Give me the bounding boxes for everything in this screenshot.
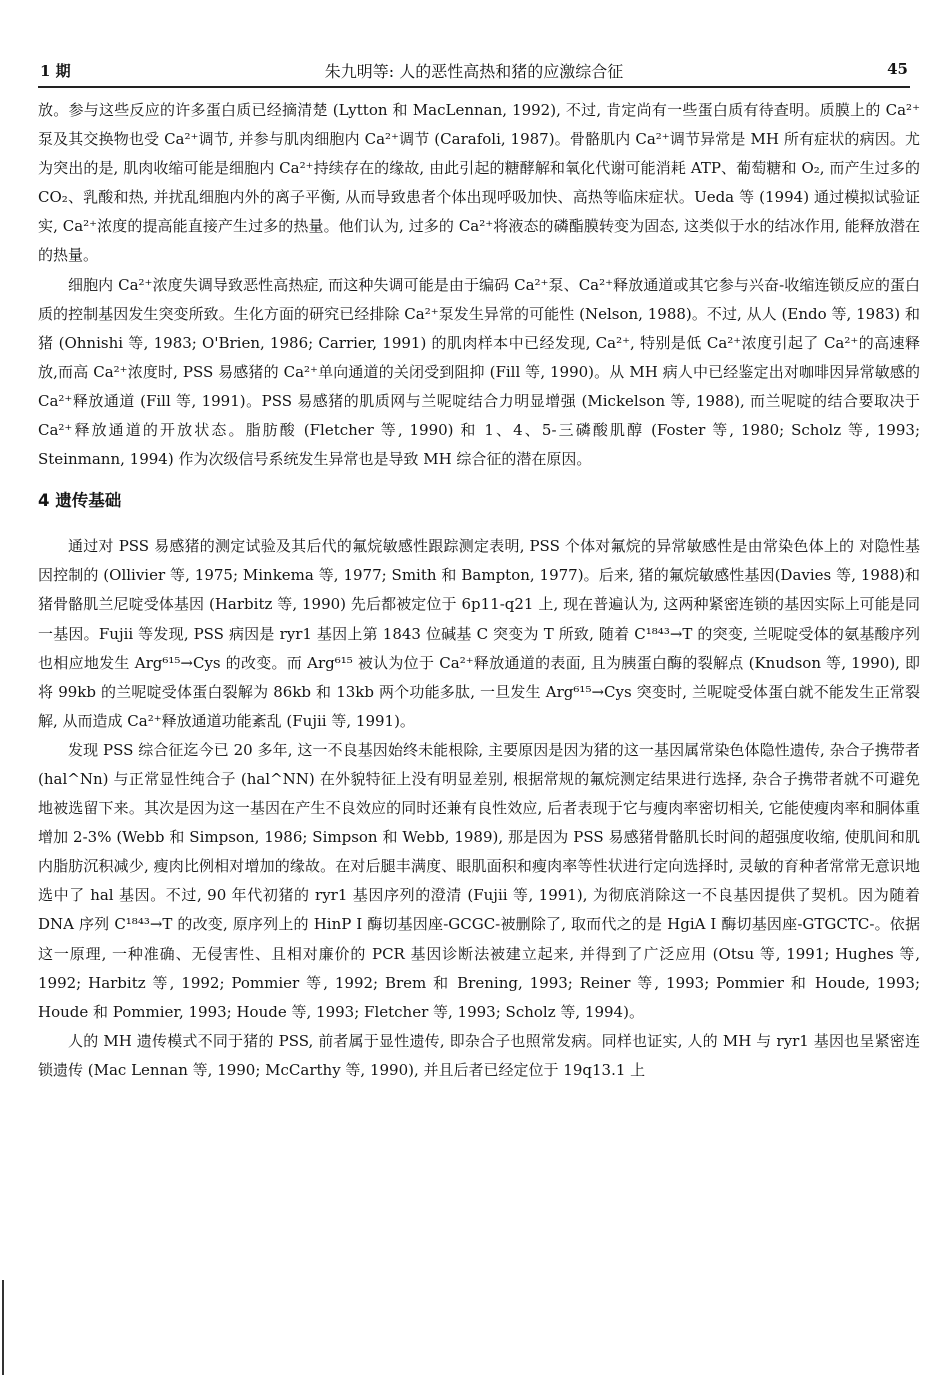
- article-body: [38, 96, 920, 1085]
- paragraph-human-mh: 人的 MH 遗传模式不同于猪的 PSS, 前者属于显性遗传, 即杂合子也照常发病。同样也证实, 人的 MH 与 ryr1 基因也呈紧密连锁遗传 (Mac Lennan 等, 1990; McCarthy 等, 1990), 并且后者已经定位于 19q13.1 上: [38, 1031, 920, 1079]
- paragraph-continued: 放。参与这些反应的许多蛋白质已经摘清楚 (Lytton 和 MacLennan, 1992), 不过, 肯定尚有一些蛋白质有待查明。质膜上的 Ca²⁺泵及其交换物也受 Ca²⁺调节, 并参与肌肉细胞内 Ca²⁺调节 (Carafoli, 1987)。骨骼肌内 Ca²⁺调节异常是 MH 所有症状的病因。尤为突出的是, 肌肉收缩可能是细胞内 Ca²⁺持续存在的缘故, 由此引起的糖酵解和氧化代谢可能消耗 ATP、葡萄糖和 O₂, 而产生过多的 CO₂、乳酸和热, 并扰乱细胞内外的离子平衡, 从而导致患者个体出现呼吸加快、高热等临床症状。Ueda 等 (1994) 通过模拟试验证实, Ca²⁺浓度的提高能直接产生过多的热量。他们认为, 过多的 Ca²⁺将液态的磷酯膜转变为固态, 这类似于水的结冰作用, 能释放潜在的热量。: [38, 101, 920, 265]
- paragraph-calcium-regulation: 细胞内 Ca²⁺浓度失调导致恶性高热症, 而这种失调可能是由于编码 Ca²⁺泵、Ca²⁺释放通道或其它参与兴奋-收缩连锁反应的蛋白质的控制基因发生突变所致。生化方面的研究已经排除 Ca²⁺泵发生异常的可能性 (Nelson, 1988)。不过, 从人 (Endo 等, 1983) 和猪 (Ohnishi 等, 1983; O'Brien, 1986; Carrier, 1991) 的肌肉样本中已经发现, Ca²⁺, 特别是低 Ca²⁺浓度引起了 Ca²⁺的高速释放,而高 Ca²⁺浓度时, PSS 易感猪的 Ca²⁺单向通道的关闭受到阻抑 (Fill 等, 1990)。从 MH 病人中已经鉴定出对咖啡因异常敏感的 Ca²⁺释放通道 (Fill 等, 1991)。PSS 易感猪的肌质网与兰呢啶结合力明显增强 (Mickelson 等, 1988), 而兰呢啶的结合要取决于 Ca²⁺释放通道的开放状态。脂肪酸 (Fletcher 等, 1990) 和 1、4、5-三磷酸肌醇 (Foster 等, 1980; Scholz 等, 1993; Steinmann, 1994) 作为次级信号系统发生异常也是导致 MH 综合征的潜在原因。: [38, 275, 920, 469]
- header-rule: [38, 86, 910, 88]
- paragraph-genetic-basis: 通过对 PSS 易感猪的测定试验及其后代的氟烷敏感性跟踪测定表明, PSS 个体对氟烷的异常敏感性是由常染色体上的 对隐性基因控制的 (Ollivier 等, 1975; Minkema 等, 1977; Smith 和 Bampton, 1977)。后来, 猪的氟烷敏感性基因(Davies 等, 1988)和猪骨骼肌兰尼啶受体基因 (Harbitz 等, 1990) 先后都被定位于 6p11-q21 上, 现在普遍认为, 这两种紧密连锁的基因实际上可能是同一基因。Fujii 等发现, PSS 病因是 ryr1 基因上第 1843 位碱基 C 突变为 T 所致, 随着 C¹⁸⁴³→T 的突变, 兰呢啶受体的氨基酸序列也相应地发生 Arg⁶¹⁵→Cys 的改变。而 Arg⁶¹⁵ 被认为位于 Ca²⁺释放通道的表面, 且为胰蛋白酶的裂解点 (Knudson 等, 1990), 即将 99kb 的兰呢啶受体蛋白裂解为 86kb 和 13kb 两个功能多肽, 一旦发生 Arg⁶¹⁵→Cys 突变时, 兰呢啶受体蛋白就不能发生正常裂解, 从而造成 Ca²⁺释放通道功能紊乱 (Fujii 等, 1991)。: [38, 537, 920, 730]
- running-header: [40, 56, 908, 84]
- binding-edge-mark: [2, 1280, 4, 1375]
- section-heading: 4 遗传基础: [38, 491, 122, 511]
- running-title: 朱九明等: 人的恶性高热和猪的应激综合征: [324, 62, 624, 81]
- page-number: 45: [887, 60, 908, 78]
- issue-label: 1 期: [40, 62, 71, 80]
- paragraph-pss-selection: 发现 PSS 综合征迄今已 20 多年, 这一不良基因始终未能根除, 主要原因是因为猪的这一基因属常染色体隐性遗传, 杂合子携带者 (hal^Nn) 与正常显性纯合子 (hal^NN) 在外貌特征上没有明显差别, 根据常规的氟烷测定结果进行选择, 杂合子携带者就不可避免地被选留下来。其次是因为这一基因在产生不良效应的同时还兼有良性效应, 后者表现于它与瘦肉率密切相关, 它能使瘦肉率和胴体重增加 2-3% (Webb 和 Simpson, 1986; Simpson 和 Webb, 1989), 那是因为 PSS 易感猪骨骼肌长时间的超强度收缩, 使肌间和肌内脂肪沉积减少, 瘦肉比例相对增加的缘故。在对后腿丰满度、眼肌面积和瘦肉率等性状进行定向选择时, 灵敏的育种者常常无意识地选中了 hal 基因。不过, 90 年代初猪的 ryr1 基因序列的澄清 (Fujii 等, 1991), 为彻底消除这一不良基因提供了契机。因为随着 DNA 序列 C¹⁸⁴³→T 的改变, 原序列上的 HinP I 酶切基因座-GCGC-被删除了, 取而代之的是 HgiA I 酶切基因座-GTGCTC-。依据这一原理, 一种准确、无侵害性、且相对廉价的 PCR 基因诊断法被建立起来, 并得到了广泛应用 (Otsu 等, 1991; Hughes 等, 1992; Harbitz 等, 1992; Pommier 等, 1992; Brem 和 Brening, 1993; Reiner 等, 1993; Pommier 和 Houde, 1993; Houde 和 Pommier, 1993; Houde 等, 1993; Fletcher 等, 1993; Scholz 等, 1994)。: [38, 740, 920, 1021]
